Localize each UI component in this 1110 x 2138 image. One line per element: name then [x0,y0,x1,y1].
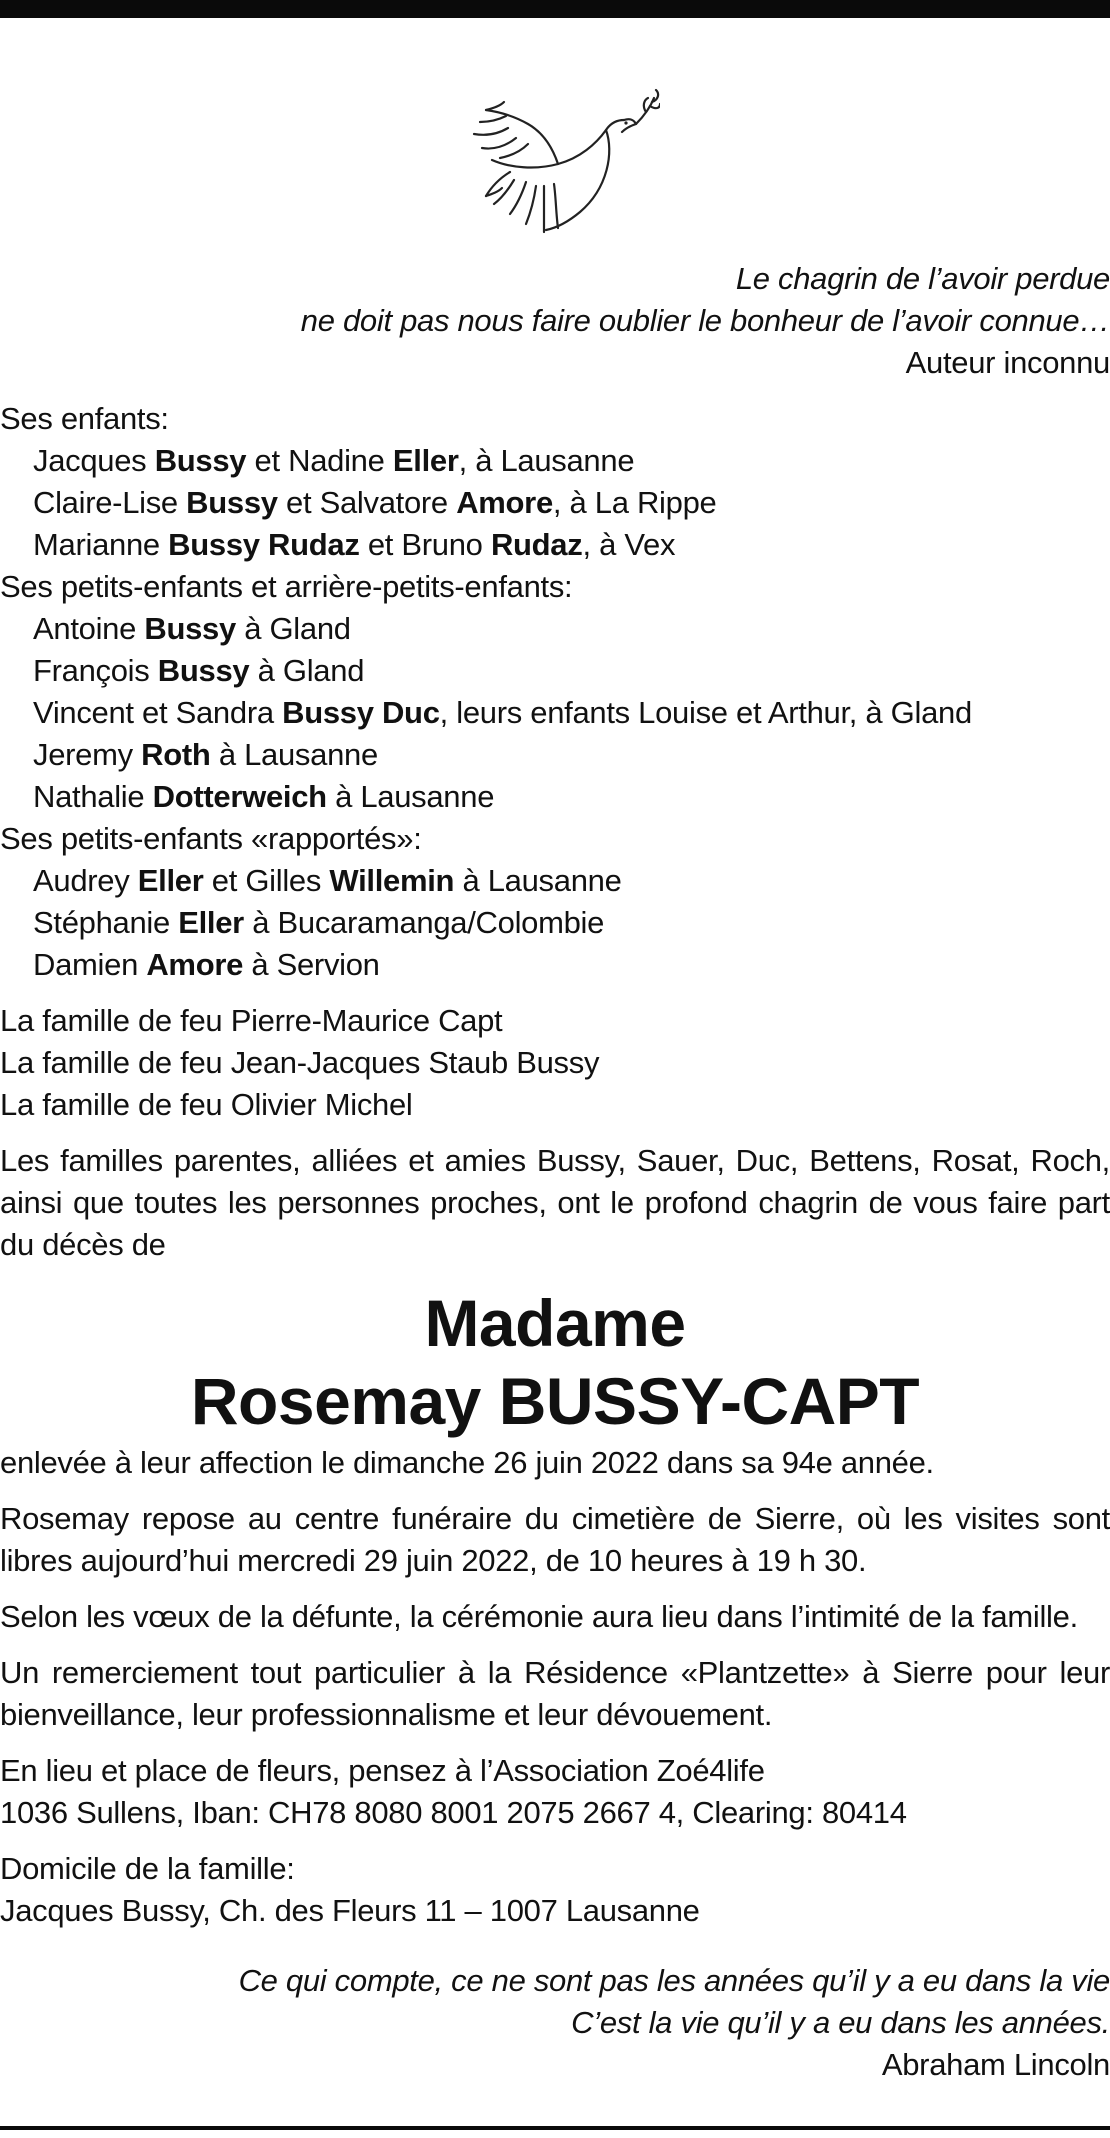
list-item: Vincent et Sandra Bussy Duc, leurs enfants Louise et Arthur, à Gland [33,695,972,730]
list-item: Damien Amore à Servion [33,947,380,982]
visit-paragraph: Rosemay repose au centre funéraire du cimetière de Sierre, où les visites sont libres aujourd’hui mercredi 29 juin 2022, de 10 heures à 19 h 30. [0,1501,1110,1578]
domicile-label: Domicile de la famille: [0,1851,295,1886]
deceased-name: Rosemay BUSSY-CAPT [190,1364,920,1438]
top-quote-line-1: Le chagrin de l’avoir perdue [735,261,1110,296]
list-item: Nathalie Dotterweich à Lausanne [33,779,495,814]
list-item: Stéphanie Eller à Bucaramanga/Colombie [33,905,605,940]
family-line: La famille de feu Olivier Michel [0,1087,413,1122]
list-item: François Bussy à Gland [33,653,365,688]
top-quote-author: Auteur inconnu [905,345,1110,380]
deceased-title: Madame [424,1286,686,1360]
top-quote-line-2: ne doit pas nous faire oublier le bonheur de l’avoir connue… [300,303,1110,338]
family-line: La famille de feu Pierre-Maurice Capt [0,1003,503,1038]
list-item: Audrey Eller et Gilles Willemin à Lausanne [33,863,622,898]
donation-line-2: 1036 Sullens, Iban: CH78 8080 8001 2075 2667 4, Clearing: 80414 [0,1795,907,1830]
donation-line-1: En lieu et place de fleurs, pensez à l’Association Zoé4life [0,1753,765,1788]
children-heading: Ses enfants: [0,401,169,436]
list-item: Jacques Bussy et Nadine Eller, à Lausanne [33,443,635,478]
bottom-quote-author: Abraham Lincoln [881,2047,1110,2082]
bottom-border-rule [0,2126,1110,2130]
list-item: Antoine Bussy à Gland [33,611,351,646]
domicile-address: Jacques Bussy, Ch. des Fleurs 11 – 1007 Lausanne [0,1893,700,1928]
list-item: Jeremy Roth à Lausanne [33,737,378,772]
deceased-name-block [0,1284,1110,1440]
thanks-paragraph: Un remerciement tout particulier à la Résidence «Plantzette» à Sierre pour leur bienveillance, leur professionnalisme et leur dévouement. [0,1655,1110,1732]
list-item: Claire-Lise Bussy et Salvatore Amore, à La Rippe [33,485,717,520]
announcement-paragraph: Les familles parentes, alliées et amies Bussy, Sauer, Duc, Bettens, Rosat, Roch, ainsi que toutes les personnes proches, ont le profond chagrin de vous faire part du décès de [0,1143,1110,1262]
death-notice: enlevée à leur affection le dimanche 26 juin 2022 dans sa 94e année. [0,1445,934,1480]
dove-with-olive-branch-icon [440,68,660,243]
family-line: La famille de feu Jean-Jacques Staub Bussy [0,1045,600,1080]
ceremony-paragraph: Selon les vœux de la défunte, la cérémonie aura lieu dans l’intimité de la famille. [0,1599,1078,1634]
obituary-content [0,258,1110,2086]
bottom-quote-line-1: Ce qui compte, ce ne sont pas les années qu’il y a eu dans la vie [238,1963,1110,1998]
bottom-quote-line-2: C’est la vie qu’il y a eu dans les années. [571,2005,1110,2040]
list-item: Marianne Bussy Rudaz et Bruno Rudaz, à Vex [33,527,676,562]
step-grandchildren-heading: Ses petits-enfants «rapportés»: [0,821,422,856]
top-border-rule [0,0,1110,18]
grandchildren-heading: Ses petits-enfants et arrière-petits-enfants: [0,569,573,604]
